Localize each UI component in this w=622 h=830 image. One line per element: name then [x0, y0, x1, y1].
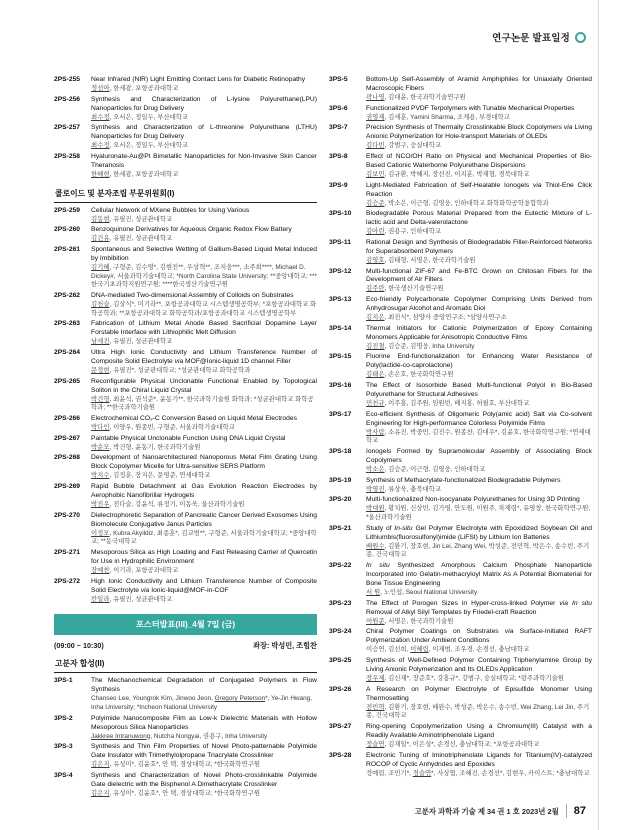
entry-id: 2PS-269 [54, 482, 81, 490]
entry-text [366, 105, 592, 124]
entry-title: Development of Nanoarchitectured Nanoporous Metal Film Grating Using Block Copolymer Micelle for Ultra-sensitive SERS Platform [91, 454, 317, 471]
entry-id: 2PS-258 [54, 152, 81, 160]
entry-title: Electrochemical CO₂-C Conversion Based on Liquid Metal Electrodes [91, 414, 297, 422]
entry-authors: 권영제, 김세훈, Yamini Sharma, 조계용, 부경대학교 [366, 113, 510, 121]
entry-title: Eco-efficient Synthesis of Oligomeric Poly(amic acid) Salt via Co-solvent Engineering for High-performance Colorless Polyimide Films [366, 410, 592, 427]
entry-id: 3PS-11 [329, 238, 351, 246]
entry-id: 3PS-4 [54, 771, 73, 779]
page-header [492, 30, 586, 44]
entry-authors: 정예림, 조민기*, 정슬연*, 사상협, 조혜진, 손경선*, 김현우, 카이스트; *충남대학교 [366, 769, 590, 777]
session-chairs: 좌장: 박성민, 조힘찬 [253, 641, 317, 651]
entry-title: Light-Mediated Fabrication of Self-Healable Ionogels via Thiol-Ene Click Reaction [366, 181, 592, 198]
entry-text [366, 477, 592, 496]
entry-title: Thermal Initiators for Cationic Polymerization of Epoxy Containing Monomers Applicable for Anisotropic Conductive Films [366, 324, 592, 341]
entry-authors: 박건형, 최윤석, 권석준*, 윤동기**, 한국과학기술원 화학과; *성균관대학교 화학공학과; **한국과학기술원 [91, 395, 314, 412]
entry-title: Chiral Polymer Coatings on Substrates via Surface-Initiated RAFT Polymerization Under Ambient Conditions [366, 628, 592, 645]
entry-title: Rational Design and Synthesis of Biodegradable Filler-Reinforced Networks for Superabsorbent Polymers [366, 238, 592, 255]
entry-text [366, 268, 592, 296]
entry-id: 2PS-257 [54, 124, 81, 132]
program-entry [54, 435, 317, 454]
entry-authors: 칸일라, 유필진, 성균관대학교 [91, 595, 173, 603]
program-entry [329, 477, 592, 496]
entry-authors: 남세진, 유필진, 성균관대학교 [91, 338, 173, 346]
entry-id: 2PS-266 [54, 414, 81, 422]
entry-text [91, 549, 317, 577]
entry-text [91, 76, 317, 95]
entry-text [366, 496, 592, 523]
teal-ring-icon [575, 32, 586, 43]
entry-text [366, 296, 592, 324]
program-entry [54, 96, 317, 124]
footer-divider [566, 804, 567, 818]
program-entry [54, 454, 317, 482]
entry-title: Biodegradable Porous Material Prepared from the Eutectic Mixture of L-lactic acid and Delta-valerolactone [366, 210, 592, 227]
entry-authors: 배원수, 김환기, 장호현, Jin Lei, Zhang Wei, 박성준, 전민혁, 박은수, 송수빈, 주기종, 건국대학교 [366, 542, 590, 559]
entry-authors: 박순모, 박건형, 윤동기, 한국과학기술원 [91, 443, 201, 451]
program-entry [54, 207, 317, 226]
entry-id: 2PS-256 [54, 95, 81, 103]
entry-title: Ring-opening Copolymerization Using a Chromium(III) Catalyst with a Readily Available Aminotriphenolate Ligand [366, 722, 592, 739]
entry-title: Polyimide Nanocomposite Film as Low-k Dielectric Materials with Hollow Mesoporous Silica Nanoparticles [91, 714, 317, 731]
entry-authors: 어원준, 서명은, 한국과학기술원 [366, 617, 454, 625]
entry-text [91, 578, 317, 606]
entry-title: Multi-functional ZIF-67 and Fe-BTC Grown on Chitosan Fibers for the Development of Air Filters [366, 267, 592, 284]
entry-text [366, 600, 592, 628]
entry-id: 3PS-2 [54, 714, 73, 722]
entry-id: 2PS-260 [54, 226, 81, 234]
entry-text [91, 435, 317, 454]
program-entry [54, 349, 317, 377]
entry-title: In situ Synthesized Amorphous Calcium Phosphate Nanoparticle Incorporated into Gelatin-methacryloyl Matrix As A Potential Biomaterial for Bone Tissue Engineering [366, 562, 593, 588]
entry-text [366, 353, 592, 381]
entry-text [366, 628, 592, 656]
entry-id: 3PS-13 [329, 296, 352, 304]
session-banner: 포스터발표(III)_4월 7일 (금) [54, 614, 317, 635]
right-column [329, 76, 592, 801]
entry-text [91, 124, 317, 152]
entry-authors: 김기혜, 구형준, 김수영*, 김현진**, 우상혁**, 조지웅***, 소주희****, Michael D. Dickey#, 서울과학기술대학교; *North Carolina State University; **중앙대학교; ***한국기초과학지원연구원; ****한국생산기술연구원 [91, 263, 318, 289]
entry-authors: 박진우, 전다슬, 강윤석, 류정기, 이동욱, 울산과학기술원 [91, 500, 245, 508]
entry-id: 3PS-23 [329, 599, 352, 607]
entry-text [91, 96, 317, 124]
entry-authors: 정선아, 한세광, 포항공과대학교 [91, 84, 179, 92]
program-entry [54, 320, 317, 348]
entry-authors: 박영진, 류상욱, 충북대학교 [366, 485, 442, 493]
entry-authors: 박사람, 소유진, 박중민, 김진수, 원종찬, 김대우*, 김윤호, 한국화학연구원; *연세대학교 [366, 428, 591, 445]
entry-text [366, 382, 592, 410]
program-entry [54, 292, 317, 319]
entry-id: 3PS-7 [329, 124, 348, 132]
entry-title: Effect of NCO/OH Ratio on Physical and Mechanical Properties of Bio-Based Cationic Waterborne Polyurethane Dispersions [366, 152, 592, 169]
entry-id: 3PS-10 [329, 210, 352, 218]
entry-text [91, 415, 317, 434]
entry-authors: 김동현, 유필진, 성균관대학교 [91, 215, 173, 223]
entry-authors: 박지수, 김정훈, 장지은, 문영준, 연세대학교 [91, 472, 211, 480]
program-entry [329, 210, 592, 238]
program-entry [54, 677, 317, 713]
entry-title: The Mechanochemical Degradation of Conjugated Polymers in Flow Synthesis [91, 677, 317, 694]
entry-title: High Ionic Conductivity and Lithium Transference Number of Composite Solid Electrolyte via Ionic-liquid@MOF-in-COF [91, 577, 317, 594]
entry-authors: 장예찬, 이기라, 포항공과대학교 [91, 566, 179, 574]
entry-id: 3PS-24 [329, 628, 352, 636]
entry-title: Spontaneous and Selective Wetting of Gallium-Based Liquid Metal Induced by Imbibition [91, 245, 317, 262]
entry-title: Synthesis of Methacrylate-functionalized Biodegradable Polymers [366, 476, 561, 484]
session-info-row [54, 641, 317, 651]
entry-text [91, 483, 317, 511]
entry-authors: 박소은, 김승준, 이근형, 김영웅, 인하대학교 [366, 466, 486, 473]
entry-authors: 곽나영, 김대윤, 한국과학기술연구원 [366, 93, 466, 101]
entry-authors: 김태은, 손은호, 한국화학연구원 [366, 371, 454, 379]
entry-authors: 김다빈, 강범구, 숭실대학교 [366, 142, 442, 150]
program-entry [329, 525, 592, 561]
entry-id: 2PS-265 [54, 377, 81, 385]
entry-authors: 이승연, 김선희, 이혜림, 이재범, 조우경, 손경선, 충남대학교 [366, 646, 530, 654]
entry-text [366, 752, 592, 780]
entry-text [366, 239, 592, 267]
entry-title: Functionalized PVDF Terpolymers with Tunable Mechanical Properties [366, 104, 575, 112]
session-time: (09:00 ~ 10:30) [54, 641, 104, 651]
program-entry [329, 411, 592, 447]
entry-text [91, 226, 317, 245]
entry-id: 2PS-259 [54, 206, 81, 214]
entry-id: 2PS-261 [54, 245, 81, 253]
entry-authors: Chanseo Lee, Youngrok Kim, Jinwoo Jeon, Gregory Peterson*, Ye-Jin Hwang, Inha University; *Incheon National University [91, 695, 312, 711]
entry-title: Precision Synthesis of Thermally Crosslinkable Block Copolymers via Living Anionic Polymerization for Hole-transport Materials of OLEDs [366, 124, 592, 141]
entry-title: Hyaluronate-Au@Pt Bimetallic Nanoparticles for Non-Invasive Skin Cancer Theranosis [91, 152, 317, 169]
entry-id: 3PS-21 [329, 524, 352, 532]
entry-title: Bottom-Up Self-Assembly of Aramid Amphiphiles for Uniaxially Oriented Macroscopic Fibers [366, 76, 592, 92]
entry-text [366, 723, 592, 751]
entry-authors: 전민혁, 김환기, 장호현, 배완수, 박성준, 박은수, 송수빈, Wei Zhang, Lei Jin, 주기종, 건국대학교 [366, 703, 590, 720]
entry-title: Synthesis and Characterization of L-threonine Polyurethane (LTHU) Nanoparticles for Drug Delivery [91, 124, 317, 141]
entry-text [366, 525, 592, 561]
program-entry [54, 415, 317, 434]
program-entry [54, 76, 317, 95]
entry-text [366, 182, 592, 210]
entry-id: 3PS-22 [329, 562, 352, 570]
entry-authors: 박다인, 이양우, 원종빈, 구형준, 서울과학기술대학교 [91, 423, 235, 431]
entry-title: Ionogels Formed by Supramolecular Assembly of Associating Block Copolymers [366, 448, 592, 465]
entry-id: 2PS-267 [54, 434, 81, 442]
entry-text [91, 292, 317, 319]
entry-id: 2PS-262 [54, 291, 81, 299]
entry-id: 2PS-270 [54, 511, 81, 519]
program-entry [329, 325, 592, 353]
entry-authors: 김천슬, 김상식*, 미기라**, 포항공과대학교 시스템생명공학부; *포항공과대학교 화학공학과; **포항공과대학교 화학공학과/포항공과대학교 시스템생명공학부 [91, 300, 317, 317]
program-entry [329, 239, 592, 267]
entry-id: 3PS-17 [329, 410, 352, 418]
entry-title: Dielectrophoretic Separation of Pancreatic Cancer Derived Exosomes Using Biomolecule Conjugative Janus Particles [91, 511, 317, 528]
entry-id: 2PS-268 [54, 454, 81, 462]
entry-authors: Jakkree Intranuwong, Nutcha Nongyai, 권용구, Inha University [91, 732, 268, 740]
entry-title: Synthesis and Thin Film Properties of Novel Photo-patternable Polyimide Gate Insulator with Trimethylolpropane Triacrylate Crosslinker [91, 743, 317, 760]
entry-title: The Effect of Porogen Sizes in Hyper-cross-linked Polymer via In situ Removal of Alkyl Silyl Templates by Friedel-craft Reaction [366, 599, 592, 616]
entry-id: 3PS-20 [329, 496, 352, 504]
program-entry [329, 268, 592, 296]
entry-title: Paintable Physical Unclonable Function Using DNA Liquid Crystal [91, 434, 286, 442]
page-header-title: 연구논문 발표일정 [492, 33, 570, 44]
entry-authors: 최수정, 오서은, 정일두, 부산대학교 [91, 113, 189, 121]
entry-title: Study of In-situ Gel Polymer Electrolyte with Epoxidized Soybean Oil and Lithiumbis(fluorosulfonyl)imide (LiFSI) by Lithium Ion Batteries [366, 524, 592, 541]
program-entry [329, 657, 592, 685]
entry-title: DNA-mediated Two-dimensional Assembly of Colloids on Substrates [91, 291, 294, 299]
entry-id: 3PS-15 [329, 353, 352, 361]
program-entry [54, 512, 317, 548]
section-header: 고분자 합성(II) [54, 658, 317, 673]
entry-text [366, 411, 592, 447]
entry-title: Mesoporous Silica as High Loading and Fast Releasing Carrier of Quercetin for Use in Hydrophilic Environment [91, 548, 317, 565]
program-entry [54, 378, 317, 414]
section-header: 콜로이드 및 분자조립 부문위원회(I) [54, 188, 317, 203]
entry-id: 3PS-1 [54, 677, 73, 685]
entry-authors: 김보민, 김규환, 박혜지, 장선진, 이지훈, 박재형, 경북대학교 [366, 170, 530, 178]
program-entry [54, 153, 317, 181]
entry-authors: 한혜현, 한세광, 포항공과대학교 [91, 170, 179, 178]
entry-text [91, 320, 317, 348]
entry-id: 2PS-264 [54, 349, 81, 356]
entry-authors: 서 원, 노인섭, Seoul National University [366, 589, 478, 596]
entry-authors: 김진철, 김승준, 김명웅, Inha University [366, 342, 475, 350]
entry-text [91, 207, 317, 226]
entry-title: Synthesis of Well-Defined Polymer Containing Triphenylamine Group by Living Anionic Polymerization and Its OLEDs Application [366, 656, 592, 673]
program-entry [54, 226, 317, 245]
entry-authors: 김지은, 최진식*, 삼양사 중앙연구소; *삼양사연구소 [366, 314, 507, 322]
program-entry [329, 76, 592, 104]
program-entry [329, 124, 592, 152]
entry-title: Electronic Tuning of Iminotriphenolate Ligands for Titanium(IV)-catalyzed ROCOP of Cyclic Anhydrides and Epoxides [366, 751, 592, 768]
program-entry [329, 448, 592, 476]
entry-text [366, 325, 592, 353]
program-entry [54, 246, 317, 291]
program-entry [329, 296, 592, 324]
program-entry [54, 549, 317, 577]
entry-text [91, 454, 317, 482]
entry-id: 3PS-3 [54, 743, 73, 751]
entry-id: 3PS-18 [329, 448, 352, 456]
program-entry [329, 723, 592, 751]
entry-title: Rapid Bubble Detachment at Gas Evolution Reaction Electrodes by Aerophobic Nanofibrillar Hydrogels [91, 482, 317, 499]
entry-title: Fluorine End-functionalization for Enhancing Water Resistance of Poly(lactide-co-caprolactone) [366, 353, 592, 370]
entry-id: 3PS-6 [329, 104, 348, 112]
entry-text [366, 76, 592, 104]
footer-page-number: 87 [573, 805, 586, 817]
entry-id: 2PS-263 [54, 320, 81, 328]
entry-text [366, 210, 592, 238]
entry-id: 3PS-14 [329, 324, 352, 332]
page-footer [415, 804, 586, 818]
entry-id: 3PS-26 [329, 685, 352, 693]
program-entry [329, 562, 592, 599]
program-entry [54, 124, 317, 152]
entry-id: 3PS-25 [329, 656, 352, 664]
entry-id: 2PS-255 [54, 76, 81, 83]
entry-id: 3PS-19 [329, 476, 352, 484]
entry-authors: 최수정, 오서은, 정일두, 부산대학교 [91, 142, 189, 150]
program-entry [54, 715, 317, 743]
entry-text [91, 677, 317, 713]
program-entry [54, 483, 317, 511]
entry-id: 3PS-12 [329, 267, 352, 275]
entry-authors: 김아린, 권용구, 인하대학교 [366, 228, 442, 236]
entry-title: Near Infrared (NIR) Light Emitting Contact Lens for Diabetic Retinopathy [91, 76, 306, 83]
entry-title: Synthesis and Characterization of Novel Photo-crosslinkable Polyimide Gate dielectric with the Bisphenol A Dimethacrylate Crosslinker [91, 771, 317, 788]
entry-id: 3PS-8 [329, 152, 348, 160]
entry-title: Multi-functionalized Non-isocyanate Polyurethanes for Using 3D Printing [366, 496, 580, 504]
page-edge-divider [598, 0, 599, 830]
entry-title: Benzoquinone Derivatives for Aqueous Organic Redox Flow Battery [91, 226, 292, 234]
footer-journal-title: 고분자 과학과 기술 제 34 권 1 호 2023년 2월 [414, 806, 559, 816]
program-columns [54, 76, 592, 801]
entry-text [366, 686, 592, 722]
left-column [54, 76, 317, 801]
entry-text [91, 378, 317, 414]
entry-title: The Effect of Isosorbide Based Multi-functional Polyol in Bio-Based Polyurethane for Structural Adhesives [366, 382, 592, 399]
entry-authors: 정슬연, 김재일*, 이은성*, 손경선, 충남대학교; *포항공과대학교 [366, 740, 540, 748]
entry-authors: 이정모, Kubra Akyildiz, 최종훈*, 김교범**, 구형준, 서울과학기술대학교; *중앙대학교; **동국대학교 [91, 529, 317, 546]
entry-text [91, 715, 317, 743]
program-entry [329, 686, 592, 722]
program-entry [329, 752, 592, 780]
entry-text [91, 772, 317, 800]
program-entry [54, 578, 317, 606]
program-entry [54, 772, 317, 800]
program-entry [329, 353, 592, 381]
entry-text [91, 153, 317, 181]
entry-id: 2PS-272 [54, 577, 81, 585]
program-entry [329, 496, 592, 523]
entry-text [366, 124, 592, 152]
entry-authors: 김영호, 김태형, 서명은, 한국과학기술원 [366, 256, 476, 264]
entry-authors: 김은지, 유성미*, 김윤호*, 안 택, 경상대학교; *한국화학연구원 [91, 789, 260, 797]
entry-title: Reconfigurable Physical Unclonable Functional Enabled by Topological Soliton in the Chiral Liquid Crystal [91, 377, 317, 394]
entry-id: 3PS-9 [329, 181, 348, 189]
entry-authors: 김건유, 유필진, 성균관대학교 [91, 235, 173, 243]
entry-text [366, 562, 592, 599]
entry-text [91, 246, 317, 291]
entry-id: 3PS-28 [329, 751, 352, 759]
entry-id: 3PS-5 [329, 76, 348, 83]
entry-text [366, 657, 592, 685]
entry-authors: 김은지, 유성미*, 김윤호*, 안 택, 경상대학교; *한국화학연구원 [91, 761, 260, 769]
entry-title: Fabrication of Lithium Metal Anode Based Sacrificial Dopamine Layer Forstable Interface with Lithiophilic Melt Diffusion [91, 320, 317, 337]
entry-id: 3PS-16 [329, 382, 352, 390]
entry-text [366, 448, 592, 476]
program-entry [329, 600, 592, 628]
entry-title: A Research on Polymer Electrolyte of Episulfide Monomer Using Thermosetting [366, 685, 592, 702]
entry-authors: 김승준, 박소은, 이근형, 김영웅, 인하대학교 화학화학공학융합학과 [366, 199, 549, 207]
entry-authors: 박대원, 황치원, 신상빈, 김가영, 안도원, 이원주, 차재령*, 유영창, 한국화학연구원; *울산과학기술원 [366, 505, 591, 522]
program-entry [329, 105, 592, 124]
entry-id: 3PS-27 [329, 722, 352, 730]
program-entry [329, 182, 592, 210]
entry-text [91, 512, 317, 548]
entry-title: Cellular Network of MXene Bubbles for Using Various [91, 206, 250, 214]
entry-authors: 장우제, 김신재*, 장준호*, 강홍규*, 강범구, 숭실대학교; *광주과학기술원 [366, 674, 564, 682]
program-entry [54, 743, 317, 771]
program-entry [329, 628, 592, 656]
entry-title: Synthesis and Characterization of L-lysine Polyurethane(LPU) Nanoparticles for Drug Delivery [91, 95, 317, 112]
entry-text [91, 349, 317, 377]
entry-authors: 민친규, 이주홍, 김주원, 임원빈, 배지홍, 허필호, 부산대학교 [366, 400, 530, 408]
entry-authors: 김주란, 한국생산기술연구원 [366, 285, 444, 293]
entry-text [366, 153, 592, 181]
entry-id: 2PS-271 [54, 548, 81, 556]
entry-authors: 문정현, 유필진*, 성균관대학교; *성균관대학교 화학공학과 [91, 366, 251, 374]
entry-title: Ultra High Ionic Conductivity and Lithium Transference Number of Composite Solid Electrolyte via MOF@Ionic-liquid 1D channel Filler [91, 349, 317, 365]
program-entry [329, 153, 592, 181]
entry-title: Eco-friendly Polycarbonate Copolymer Comprising Units Derived from Anhydrosugar Alcohol and Aromatic Diol [366, 296, 592, 313]
program-entry [329, 382, 592, 410]
entry-text [91, 743, 317, 771]
